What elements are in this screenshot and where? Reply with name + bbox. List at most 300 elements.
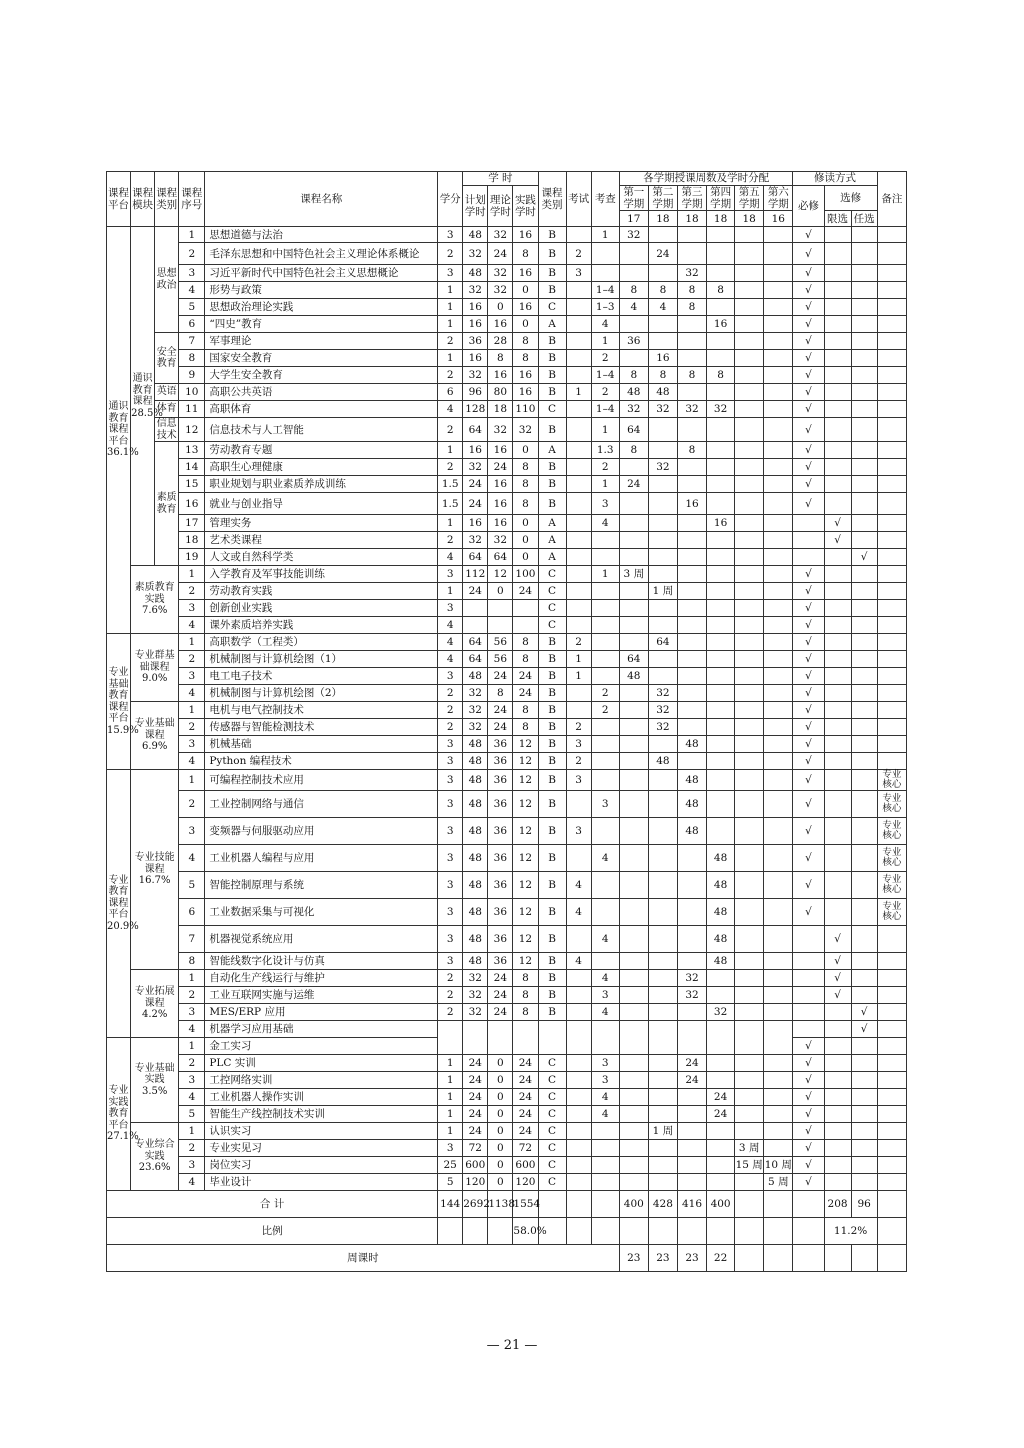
table-cell <box>877 1106 906 1123</box>
table-cell <box>877 493 906 515</box>
table-cell: 1.5 <box>438 493 463 515</box>
table-cell: √ <box>793 367 824 384</box>
total-optional: 96 <box>851 1191 877 1218</box>
table-cell <box>566 685 591 702</box>
table-cell: B <box>538 899 566 926</box>
total-credit: 144 <box>438 1191 463 1218</box>
table-cell: 1–4 <box>591 282 619 299</box>
table-cell: 24 <box>488 243 513 265</box>
table-cell <box>677 1089 706 1106</box>
table-cell: 128 <box>463 401 488 418</box>
table-cell: C <box>538 1055 566 1072</box>
table-cell <box>824 600 851 617</box>
table-cell: 56 <box>488 651 513 668</box>
table-row <box>107 299 907 316</box>
table-cell: B <box>538 476 566 493</box>
table-cell <box>591 818 619 845</box>
table-cell: 8 <box>513 243 538 265</box>
table-cell <box>677 753 706 770</box>
table-cell <box>735 791 764 818</box>
table-cell: √ <box>824 532 851 549</box>
table-cell <box>566 333 591 350</box>
table-cell <box>824 476 851 493</box>
table-cell: 2 <box>438 333 463 350</box>
table-cell <box>735 350 764 367</box>
table-cell: √ <box>793 459 824 476</box>
table-cell: C <box>538 617 566 634</box>
table-cell <box>566 367 591 384</box>
table-cell <box>793 1245 824 1272</box>
table-cell <box>877 384 906 401</box>
table-cell: √ <box>793 493 824 515</box>
table-cell <box>735 583 764 600</box>
table-cell <box>851 770 877 791</box>
table-cell: 32 <box>488 282 513 299</box>
table-cell <box>764 845 793 872</box>
table-cell: 4 <box>438 634 463 651</box>
table-cell: √ <box>793 668 824 685</box>
table-cell <box>824 401 851 418</box>
table-cell <box>824 818 851 845</box>
course-name: 劳动教育专题 <box>205 442 438 459</box>
table-cell: 15 周 <box>735 1157 764 1174</box>
table-cell <box>877 1038 906 1055</box>
table-cell <box>707 1055 735 1072</box>
table-cell <box>877 1191 906 1218</box>
table-cell: 4 <box>179 1174 205 1191</box>
table-cell <box>877 1140 906 1157</box>
table-cell <box>648 791 677 818</box>
table-cell: 1 <box>591 476 619 493</box>
table-cell: B <box>538 418 566 442</box>
table-cell <box>735 1218 764 1245</box>
table-cell <box>591 753 619 770</box>
table-cell <box>764 970 793 987</box>
table-cell <box>619 617 648 634</box>
table-cell <box>591 600 619 617</box>
table-cell <box>677 872 706 899</box>
table-cell: B <box>538 845 566 872</box>
table-cell: 3 周 <box>619 566 648 583</box>
table-cell: 3 <box>438 791 463 818</box>
table-cell: 1–4 <box>591 367 619 384</box>
table-cell <box>824 227 851 243</box>
table-cell <box>707 583 735 600</box>
table-cell: 36 <box>619 333 648 350</box>
table-cell: 32 <box>648 459 677 476</box>
table-cell: 10 <box>179 384 205 401</box>
table-cell <box>488 617 513 634</box>
table-cell <box>591 243 619 265</box>
table-cell: B <box>538 634 566 651</box>
table-cell <box>735 668 764 685</box>
table-cell <box>735 685 764 702</box>
table-cell <box>619 1072 648 1089</box>
table-cell <box>619 459 648 476</box>
table-cell <box>877 1174 906 1191</box>
table-cell: 8 <box>513 476 538 493</box>
table-row <box>107 532 907 549</box>
group-m5: 专业技能课程16.7% <box>131 770 179 970</box>
table-row <box>107 791 907 818</box>
table-cell <box>566 1140 591 1157</box>
table-cell <box>824 418 851 442</box>
table-cell: √ <box>793 791 824 818</box>
table-cell <box>851 566 877 583</box>
course-name: 高职生心理健康 <box>205 459 438 476</box>
table-cell: √ <box>793 818 824 845</box>
table-cell <box>851 791 877 818</box>
table-cell: 1 <box>179 1038 205 1055</box>
table-cell: 2 <box>179 791 205 818</box>
table-cell <box>566 515 591 532</box>
table-cell: 4 <box>591 515 619 532</box>
table-cell <box>851 282 877 299</box>
table-cell: 3 <box>179 668 205 685</box>
table-cell <box>793 1218 824 1245</box>
table-cell: B <box>538 736 566 753</box>
header-check: 考查 <box>591 172 619 227</box>
table-cell: √ <box>793 634 824 651</box>
table-cell: 0 <box>488 1123 513 1140</box>
table-cell <box>877 566 906 583</box>
table-cell: B <box>538 459 566 476</box>
table-cell: 0 <box>488 1106 513 1123</box>
table-cell: 1–4 <box>591 401 619 418</box>
table-cell <box>488 600 513 617</box>
table-cell: √ <box>793 872 824 899</box>
table-cell: 3 <box>591 791 619 818</box>
table-row <box>107 753 907 770</box>
course-name: MES/ERP 应用 <box>205 1004 438 1021</box>
header-required: 必修 <box>793 186 824 227</box>
table-cell <box>851 401 877 418</box>
table-row <box>107 668 907 685</box>
table-cell: 2 <box>438 719 463 736</box>
table-cell <box>877 1157 906 1174</box>
table-cell: 3 <box>438 265 463 282</box>
table-cell: 2 <box>179 583 205 600</box>
table-cell <box>735 1004 764 1021</box>
table-cell <box>824 668 851 685</box>
table-row <box>107 493 907 515</box>
course-name: 智能线数字化设计与仿真 <box>205 953 438 970</box>
table-cell <box>566 1021 591 1055</box>
table-cell: 3 <box>438 845 463 872</box>
table-cell <box>877 1089 906 1106</box>
table-cell <box>619 1021 648 1055</box>
table-cell: √ <box>793 845 824 872</box>
table-cell <box>735 367 764 384</box>
table-cell: 32 <box>677 401 706 418</box>
group-p3: 专业教育课程平台20.9% <box>107 770 131 1038</box>
table-cell <box>735 1021 764 1055</box>
table-cell <box>619 1004 648 1021</box>
table-cell <box>877 532 906 549</box>
table-cell: √ <box>793 442 824 459</box>
table-cell: 32 <box>463 970 488 987</box>
table-cell: C <box>538 1089 566 1106</box>
table-cell: 0 <box>488 299 513 316</box>
table-cell <box>619 1055 648 1072</box>
table-cell: 8 <box>677 367 706 384</box>
table-row <box>107 953 907 970</box>
table-cell: 5 <box>438 1174 463 1191</box>
table-cell <box>851 476 877 493</box>
table-cell: 1 <box>179 566 205 583</box>
table-cell: √ <box>793 1072 824 1089</box>
table-cell: 48 <box>463 770 488 791</box>
table-cell: 24 <box>513 1055 538 1072</box>
table-cell <box>707 987 735 1004</box>
table-cell: 8 <box>677 442 706 459</box>
table-cell <box>877 1072 906 1089</box>
header-weeks: 17 <box>619 211 648 227</box>
table-cell <box>463 1021 488 1055</box>
table-cell <box>648 418 677 442</box>
table-cell <box>648 476 677 493</box>
group-c6: 素质教育 <box>155 442 179 566</box>
table-cell <box>851 515 877 532</box>
table-cell: 6 <box>438 384 463 401</box>
course-name: 信息技术与人工智能 <box>205 418 438 442</box>
table-cell: 48 <box>463 899 488 926</box>
table-cell <box>851 1106 877 1123</box>
header-elective: 选修 <box>824 186 877 211</box>
table-cell <box>877 719 906 736</box>
header-credit: 学分 <box>438 172 463 227</box>
table-cell: 8 <box>179 350 205 367</box>
table-cell <box>619 753 648 770</box>
table-cell <box>877 970 906 987</box>
table-cell: 16 <box>463 515 488 532</box>
table-cell <box>677 926 706 953</box>
table-cell: B <box>538 753 566 770</box>
table-cell <box>735 770 764 791</box>
table-cell: 36 <box>488 736 513 753</box>
table-cell <box>648 532 677 549</box>
table-cell <box>677 1174 706 1191</box>
table-cell <box>764 818 793 845</box>
total-plan: 2692 <box>463 1191 488 1218</box>
table-cell <box>877 282 906 299</box>
table-cell: 1 <box>591 333 619 350</box>
table-cell <box>513 617 538 634</box>
table-cell <box>764 753 793 770</box>
table-cell <box>877 333 906 350</box>
table-cell <box>591 1157 619 1174</box>
table-cell <box>764 265 793 282</box>
table-cell: 48 <box>677 791 706 818</box>
table-cell <box>677 685 706 702</box>
table-row <box>107 333 907 350</box>
group-m1: 通识教育课程28.5% <box>131 227 155 566</box>
table-cell: 32 <box>463 367 488 384</box>
table-cell: A <box>538 532 566 549</box>
table-cell: 32 <box>463 282 488 299</box>
course-name: 工业互联网实施与运维 <box>205 987 438 1004</box>
table-cell <box>824 702 851 719</box>
table-cell: B <box>538 265 566 282</box>
table-cell: 24 <box>513 668 538 685</box>
table-cell: 5 <box>179 299 205 316</box>
table-cell <box>677 1004 706 1021</box>
header-seq: 课程序号 <box>179 172 205 227</box>
table-cell: 3 <box>438 818 463 845</box>
table-cell: 0 <box>513 549 538 566</box>
table-cell <box>764 1140 793 1157</box>
table-cell: 24 <box>513 1089 538 1106</box>
table-cell: 16 <box>513 367 538 384</box>
table-cell <box>851 953 877 970</box>
table-cell <box>877 316 906 333</box>
table-cell <box>591 532 619 549</box>
table-cell: 3 <box>438 566 463 583</box>
table-cell: B <box>538 333 566 350</box>
table-cell: 48 <box>463 926 488 953</box>
table-row <box>107 515 907 532</box>
table-cell <box>648 651 677 668</box>
table-cell: 8 <box>513 459 538 476</box>
table-row <box>107 634 907 651</box>
table-cell: √ <box>824 926 851 953</box>
table-cell <box>735 333 764 350</box>
table-cell <box>851 1157 877 1174</box>
table-row <box>107 770 907 791</box>
table-cell: 4 <box>648 299 677 316</box>
table-cell: 72 <box>463 1140 488 1157</box>
table-cell <box>793 532 824 549</box>
table-cell <box>877 549 906 566</box>
table-cell: 0 <box>513 442 538 459</box>
table-cell <box>851 459 877 476</box>
table-cell <box>824 1021 851 1038</box>
table-cell: 3 <box>591 1072 619 1089</box>
table-cell <box>824 1038 851 1055</box>
header-course-name: 课程名称 <box>205 172 438 227</box>
table-cell <box>851 668 877 685</box>
ratio-practice: 58.0% <box>513 1218 538 1245</box>
table-cell <box>566 549 591 566</box>
table-cell: 4 <box>179 617 205 634</box>
table-cell <box>677 845 706 872</box>
table-cell <box>824 845 851 872</box>
table-cell <box>764 736 793 753</box>
group-m7: 专业基础实践 3.5% <box>131 1038 179 1123</box>
table-cell <box>851 532 877 549</box>
table-cell <box>877 418 906 442</box>
table-cell <box>877 702 906 719</box>
table-cell <box>648 549 677 566</box>
table-cell: 2 <box>566 634 591 651</box>
table-cell <box>824 299 851 316</box>
table-cell: 1 <box>179 970 205 987</box>
table-cell: 64 <box>619 418 648 442</box>
table-cell <box>619 845 648 872</box>
table-cell: 48 <box>463 845 488 872</box>
table-cell <box>877 1123 906 1140</box>
table-cell: 4 <box>591 1106 619 1123</box>
table-cell: 4 <box>179 845 205 872</box>
table-cell <box>677 532 706 549</box>
table-cell <box>619 515 648 532</box>
table-cell: 16 <box>513 265 538 282</box>
table-cell <box>877 600 906 617</box>
table-cell: 15 <box>179 476 205 493</box>
table-cell <box>707 476 735 493</box>
table-cell <box>619 493 648 515</box>
table-cell <box>438 1021 463 1055</box>
table-cell <box>851 265 877 282</box>
table-cell <box>764 685 793 702</box>
table-cell: 16 <box>513 299 538 316</box>
table-cell <box>824 1174 851 1191</box>
table-cell: 1 <box>438 1106 463 1123</box>
table-cell <box>591 1218 619 1245</box>
table-cell: 1 <box>438 299 463 316</box>
table-cell <box>735 970 764 987</box>
table-cell: 24 <box>488 1004 513 1021</box>
table-cell <box>764 333 793 350</box>
table-cell: 13 <box>179 442 205 459</box>
table-cell <box>735 493 764 515</box>
table-row <box>107 1174 907 1191</box>
table-cell <box>591 1174 619 1191</box>
table-cell <box>648 1140 677 1157</box>
table-cell <box>677 333 706 350</box>
table-cell: B <box>538 987 566 1004</box>
table-cell: √ <box>851 1004 877 1021</box>
table-cell: A <box>538 549 566 566</box>
table-cell <box>824 384 851 401</box>
table-cell: √ <box>793 1157 824 1174</box>
table-cell <box>619 1157 648 1174</box>
table-cell <box>851 926 877 953</box>
table-cell: 2 <box>438 459 463 476</box>
table-cell: 2 <box>179 1055 205 1072</box>
table-cell <box>764 299 793 316</box>
header-semester: 第六学期 <box>764 186 793 211</box>
table-cell <box>591 668 619 685</box>
table-cell <box>648 515 677 532</box>
table-cell: 48 <box>463 953 488 970</box>
table-cell <box>851 1038 877 1055</box>
table-cell: √ <box>793 1174 824 1191</box>
table-cell <box>877 515 906 532</box>
table-cell <box>648 316 677 333</box>
table-cell <box>824 549 851 566</box>
table-cell <box>851 970 877 987</box>
table-cell <box>566 1072 591 1089</box>
table-cell <box>851 1072 877 1089</box>
header-semester-group: 各学期授课周数及学时分配 <box>619 172 793 186</box>
table-cell: 3 <box>179 818 205 845</box>
table-cell: 16 <box>463 316 488 333</box>
table-cell <box>735 953 764 970</box>
table-cell: 24 <box>677 1055 706 1072</box>
table-cell: 3 <box>566 818 591 845</box>
table-cell: 32 <box>463 1004 488 1021</box>
table-cell: 16 <box>707 515 735 532</box>
table-cell: 1.3 <box>591 442 619 459</box>
table-cell: √ <box>851 549 877 566</box>
weekly-semester: 22 <box>707 1245 735 1272</box>
table-cell: 4 <box>566 899 591 926</box>
table-cell <box>824 442 851 459</box>
table-cell: 36 <box>488 899 513 926</box>
table-cell <box>707 651 735 668</box>
table-cell <box>566 1174 591 1191</box>
